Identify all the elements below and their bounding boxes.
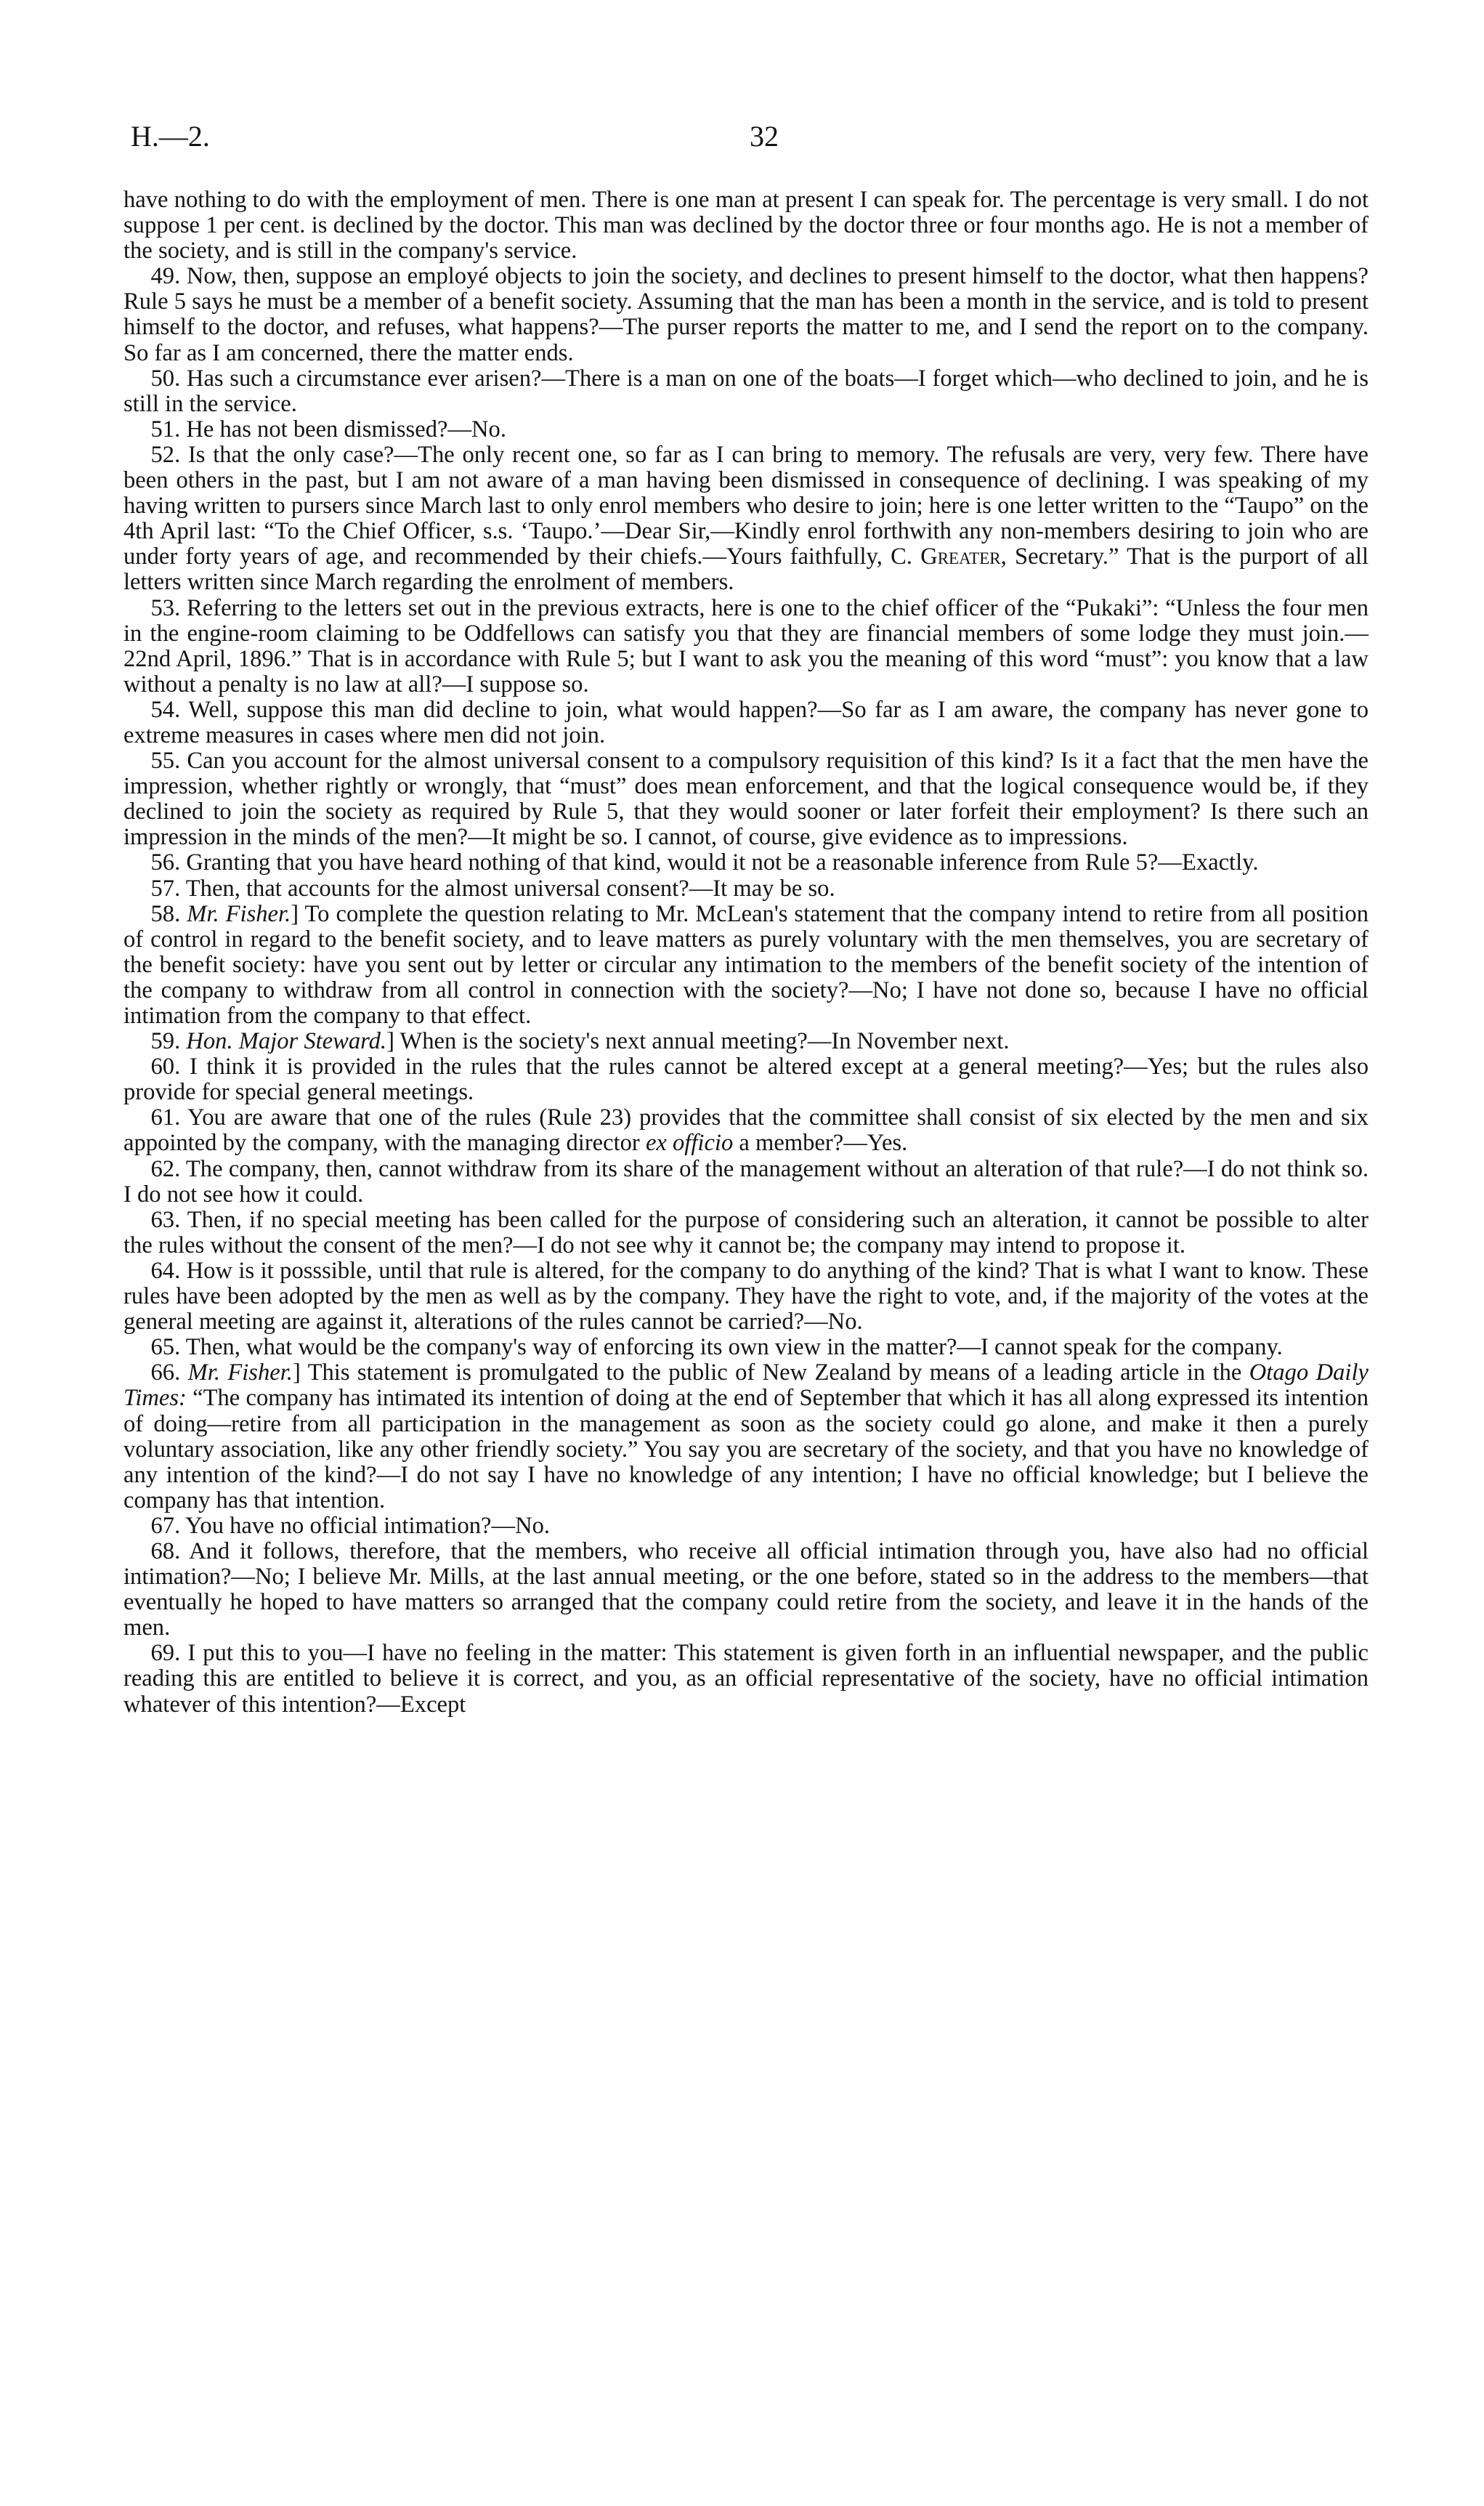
italic-text: Mr. Fisher. (187, 1359, 293, 1386)
text-run: 67. You have no official intimation?—No. (150, 1512, 551, 1539)
text-run: 64. How is it posssible, until that rule is altered, for the company to do anything of the kind? That is what I want to know. These rules have been adopted by the men as well as by the company. They have the right to vote, and, if the majority of the votes at the general meeting are against it, alterations of the rules cannot be carried?—No. (123, 1257, 1369, 1335)
parliamentary-paper-reference: H.—2. (131, 120, 210, 153)
text-run: 57. Then, that accounts for the almost universal consent?—It may be so. (150, 875, 835, 902)
text-run: 55. Can you account for the almost universal consent to a compulsory requisition of this kind? Is it a fact that the men have the impression, whether rightly or wrongly, that “must” does mean enforcement, and that the logical consequence would be, if they declined to join the society as required by Rule 5, that they would sooner or later forfeit their employment? Is there such an impression in the minds of the men?—It might be so. I cannot, of course, give evidence as to impressions. (123, 748, 1369, 851)
text-run: 68. And it follows, therefore, that the members, who receive all official intimation through you, have also had no official intimation?—No; I believe Mr. Mills, at the last annual meeting, or the one before, stated so in the address to the members—that eventually he hoped to have matters so arranged that the company could retire from the society, and leave it in the hands of the men. (123, 1537, 1369, 1641)
body-text (123, 187, 1369, 1718)
text-run: “The company has intimated its intention of doing at the end of September that which it has all along expressed its intention of doing—retire from all participation in the management as soon as the society could go alone, and make it then a purely voluntary association, like any other friendly society.” You say you are secretary of the society, and that you have no knowledge of any intention of the kind?—I do not say I have no knowledge of any intention; I have no official knowledge; but I believe the company has that intention. (123, 1385, 1369, 1513)
question-52 (123, 442, 1369, 596)
text-run: 52. Is that the only case?—The only recent one, so far as I can bring to memory. The refusals are very, very few. There have been others in the past, but I am not aware of a man having been dismissed in consequence of declining. I was speaking of my having written to pursers since March last to only enrol members who desire to join; here is one letter written to the “Taupo” on the 4th April last: “To the Chief Officer, s.s. ‘Taupo.’—Dear Sir,—Kindly enrol forthwith any non-members desiring to join who are under forty years of age, and recommended by their chiefs.—Yours faithfully, C. (123, 441, 1369, 570)
italic-text: Otago Daily Times: (123, 1359, 1369, 1412)
question-66 (123, 1360, 1369, 1513)
question-61 (123, 1105, 1369, 1156)
text-run: ] To complete the question relating to Mr. McLean's statement that the company intend to retire from all position of control in regard to the benefit society, and to leave matters as purely voluntary with the men themselves, you are secretary of the benefit society: have you sent out by letter or circular any intimation to the members of the benefit society of the intention of the company to withdraw from all control in connection with the society?—No; I have not done so, because I have no official intimation from the company to that effect. (123, 900, 1369, 1029)
question-55 (123, 748, 1369, 850)
text-run: 65. Then, what would be the company's way of enforcing its own view in the matter?—I cannot speak for the company. (150, 1334, 1283, 1361)
small-caps-name: Greater (920, 543, 1001, 570)
text-run: , Secretary.” That is the purport of all letters written since March regarding the enrolment of members. (123, 543, 1369, 596)
italic-text: Mr. Fisher. (187, 900, 291, 927)
text-run: 69. I put this to you—I have no feeling in the matter: This statement is given forth in an influential newspaper, and the public reading this are entitled to believe it is correct, and you, as an official representative of the society, have no official intimation whatever of this intention?—Except (123, 1640, 1369, 1718)
question-54 (123, 698, 1369, 748)
question-59 (123, 1029, 1369, 1054)
question-60 (123, 1054, 1369, 1105)
text-run: 50. Has such a circumstance ever arisen?—There is a man on one of the boats—I forget which—who declined to join, and he is still in the service. (123, 365, 1369, 417)
question-50 (123, 366, 1369, 417)
text-run: 62. The company, then, cannot withdraw from its share of the management without an alteration of that rule?—I do not think so. I do not see how it could. (123, 1155, 1369, 1208)
text-run: ] This statement is promulgated to the public of New Zealand by means of a leading article in the (292, 1359, 1249, 1386)
question-63 (123, 1208, 1369, 1258)
question-69 (123, 1641, 1369, 1717)
italic-text: ex officio (645, 1130, 734, 1157)
text-run: 61. You are aware that one of the rules (Rule 23) provides that the committee shall consist of six elected by the men and six appointed by the company, with the managing director (123, 1104, 1369, 1157)
italic-text: Hon. Major Steward. (186, 1028, 387, 1055)
question-68 (123, 1539, 1369, 1641)
text-run: have nothing to do with the employment of men. There is one man at present I can speak for. The percentage is very small. I do not suppose 1 per cent. is declined by the doctor. This man was declined by the doctor three or four months ago. He is not a member of the society, and is still in the company's service. (123, 187, 1369, 264)
question-51 (123, 417, 1369, 442)
paragraph-continued (123, 187, 1369, 264)
question-53 (123, 596, 1369, 698)
text-run: 53. Referring to the letters set out in the previous extracts, here is one to the chief officer of the “Pukaki”: “Unless the four men in the engine-room claiming to be Oddfellows can satisfy you that they are financial members of some lodge they must join.—22nd April, 1896.” That is in accordance with Rule 5; but I want to ask you the meaning of this word “must”: you know that a law without a penalty is no law at all?—I suppose so. (123, 594, 1369, 698)
text-run: 60. I think it is provided in the rules that the rules cannot be altered except at a general meeting?—Yes; but the rules also provide for special general meetings. (123, 1054, 1369, 1106)
question-62 (123, 1157, 1369, 1208)
page-number: 32 (750, 120, 779, 153)
text-run: 54. Well, suppose this man did decline to join, what would happen?—So far as I am aware, the company has never gone to extreme measures in cases where men did not join. (123, 696, 1369, 748)
question-56 (123, 850, 1369, 876)
text-run: a member?—Yes. (733, 1130, 908, 1157)
question-57 (123, 876, 1369, 902)
question-64 (123, 1258, 1369, 1335)
question-58 (123, 902, 1369, 1029)
text-run: 51. He has not been dismissed?—No. (150, 416, 506, 442)
text-run: 63. Then, if no special meeting has been called for the purpose of considering such an alteration, it cannot be possible to alter the rules without the consent of the men?—I do not see why it cannot be; the company may intend to propose it. (123, 1206, 1369, 1258)
text-run: 59. (150, 1028, 187, 1055)
text-run: 56. Granting that you have heard nothing of that kind, would it not be a reasonable inference from Rule 5?—Exactly. (150, 849, 1259, 876)
text-run: ] When is the society's next annual meeting?—In November next. (386, 1028, 1010, 1055)
text-run: 49. Now, then, suppose an employé objects to join the society, and declines to present himself to the doctor, what then happens? Rule 5 says he must be a member of a benefit society. Assuming that the man has been a month in the service, and is told to present himself to the doctor, and refuses, what happens?—The purser reports the matter to me, and I send the report on to the company. So far as I am concerned, there the matter ends. (123, 263, 1369, 366)
question-49 (123, 264, 1369, 365)
text-run: 66. (150, 1359, 188, 1386)
text-run: 58. (150, 900, 187, 927)
question-67 (123, 1513, 1369, 1539)
question-65 (123, 1335, 1369, 1360)
